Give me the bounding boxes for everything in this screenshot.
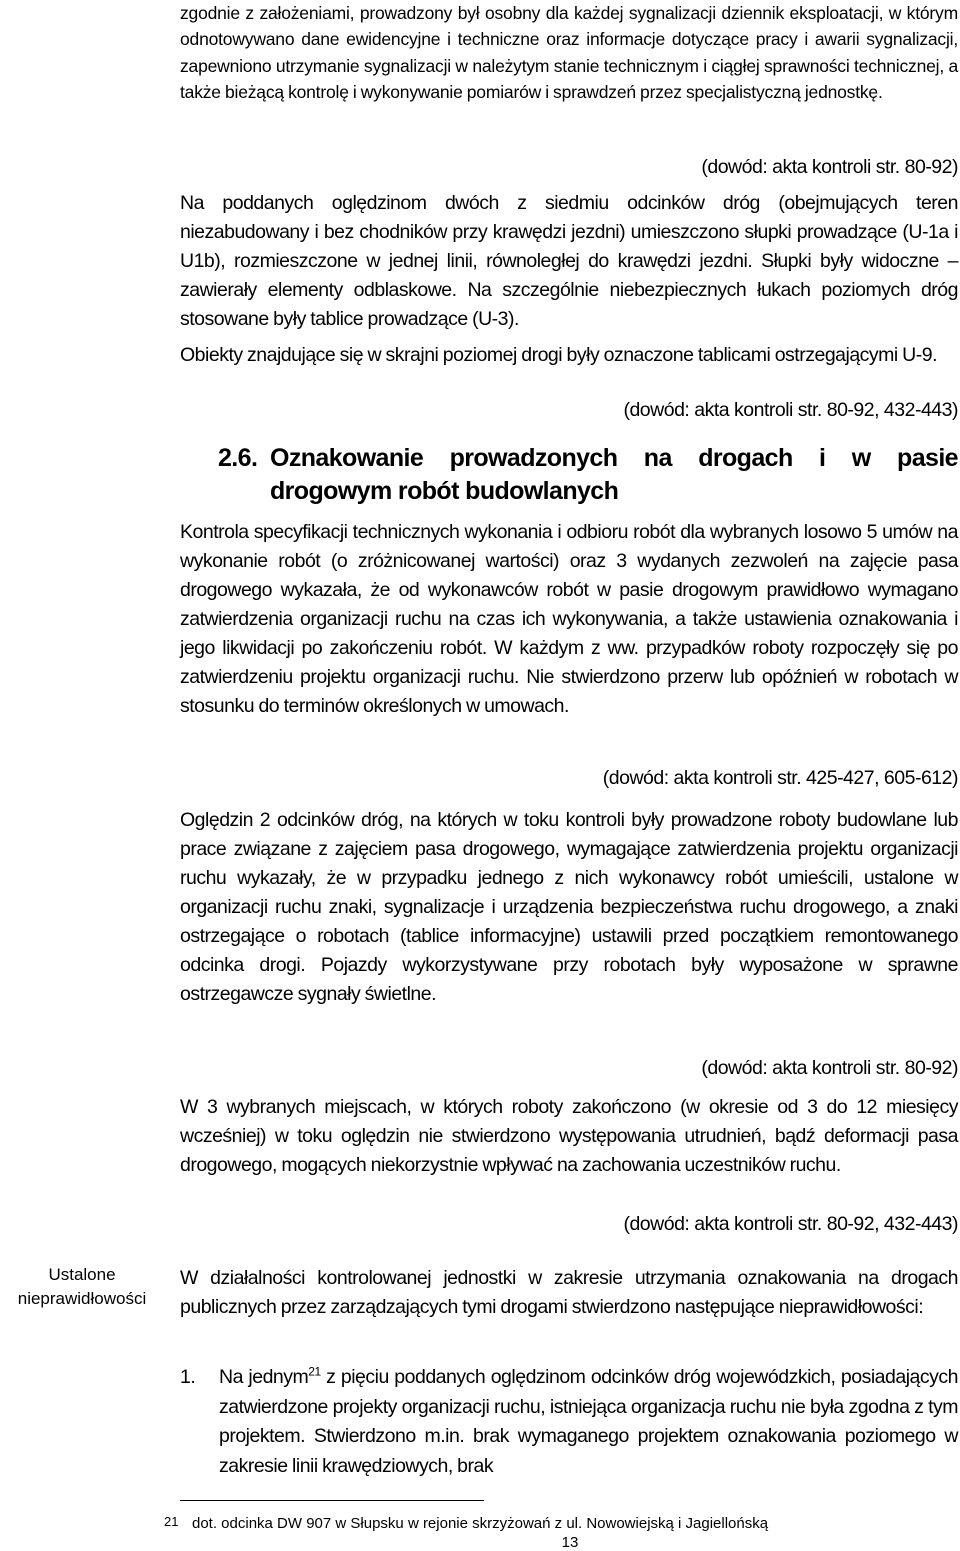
paragraph-nieprawidlowosci: W działalności kontrolowanej jednostki w zakresie utrzymania oznakowania na drogach publicznych przez zarządzających tymi drogami stwierdzono następujące nieprawidłowości: [180, 1267, 958, 1318]
margin-label: Ustalone nieprawidłowości [17, 1265, 147, 1308]
footnote-reference[interactable]: 21 [308, 1364, 321, 1379]
paragraph-miejsca: W 3 wybranych miejscach, w których roboty zakończono (w okresie od 3 do 12 miesięcy wcześniej) w toku oględzin nie stwierdzono występowania utrudnień, bądź deformacji pasa drogowego, mogących niekorzystnie wpływać na zachowania uczestników ruchu. [180, 1096, 958, 1176]
footnote-number: 21 [164, 1514, 179, 1529]
paragraph-slupki: Na poddanych oględzinom dwóch z siedmiu odcinków dróg (obejmujących teren niezabudowany i bez chodników przy krawędzi jezdni) umieszczono słupki prowadzące (U-1a i U1b), rozmieszczone w jednej linii, równoległej do krawędzi jezdni. Słupki były widoczne – zawierały elementy odblaskowe. Na szczególnie niebezpiecznych łukach poziomych dróg stosowane były tablice prowadzące (U-3). [180, 192, 958, 330]
paragraph-ogledzin: Oględzin 2 odcinków dróg, na których w toku kontroli były prowadzone roboty budowlane lub prace związane z zajęciem pasa drogowego, wymagające zatwierdzenia projektu organizacji ruchu wykazały, że w przypadku jednego z nich wykonawcy robót umieścili, ustalone w organizacji ruchu znaki, sygnalizacje i urządzenia bezpieczeństwa ruchu drogowego, a znaki ostrzegające o robotach (tablice informacyjne) ustawili przed początkiem remontowanego odcinka drogi. Pojazdy wykorzystywane przy robotach były wyposażone w sprawne ostrzegawcze sygnały świetlne. [180, 809, 958, 1005]
list-item-text [219, 1363, 958, 1481]
page-number: 13 [561, 1534, 579, 1551]
footnote-separator [180, 1500, 484, 1501]
evidence-reference: (dowód: akta kontroli str. 80-92, 432-443) [623, 399, 958, 421]
paragraph-obiekty: Obiekty znajdujące się w skrajni poziomej drogi były oznaczone tablicami ostrzegającymi U-9. [180, 344, 938, 366]
evidence-reference: (dowód: akta kontroli str. 80-92) [701, 156, 958, 178]
section-number: 2.6. [218, 444, 258, 472]
footnote-text: dot. odcinka DW 907 w Słupsku w rejonie skrzyżowań z ul. Nowowiejską i Jagiellońską [192, 1515, 769, 1532]
list-item-text-start: Na jednym [219, 1366, 309, 1388]
evidence-reference: (dowód: akta kontroli str. 425-427, 605-612) [602, 767, 958, 789]
evidence-reference: (dowód: akta kontroli str. 80-92) [701, 1057, 958, 1079]
section-title: Oznakowanie prowadzonych na drogach i w pasie drogowym robót budowlanych [270, 444, 958, 505]
paragraph-intro: zgodnie z założeniami, prowadzony był osobny dla każdej sygnalizacji dziennik eksploatacji, w którym odnotowywano dane ewidencyjne i techniczne oraz informacje dotyczące pracy i awarii sygnalizacji, zapewniono utrzymanie sygnalizacji w należytym stanie technicznym i ciągłej sprawności technicznej, a także bieżącą kontrolę i wykonywanie pomiarów i sprawdzeń przez specjalistyczną jednostkę. [180, 3, 958, 103]
footnote [164, 1512, 954, 1534]
list-item-number: 1. [180, 1366, 196, 1388]
section-heading [218, 442, 958, 508]
paragraph-kontrola: Kontrola specyfikacji technicznych wykonania i odbioru robót dla wybranych losowo 5 umów na wykonanie robót (o zróżnicowanej wartości) oraz 3 wydanych zezwoleń na zajęcie pasa drogowego wykazała, że od wykonawców robót w pasie drogowym prawidłowo wymagano zatwierdzenia organizacji ruchu na czas ich wykonywania, a także ustawienia oznakowania i jego likwidacji po zakończeniu robót. W każdym z ww. przypadków roboty rozpoczęły się po zatwierdzeniu projektu organizacji ruchu. Nie stwierdzono przerw lub opóźnień w robotach w stosunku do terminów określonych w umowach. [180, 521, 958, 717]
evidence-reference: (dowód: akta kontroli str. 80-92, 432-443) [623, 1213, 958, 1235]
list-item-text-end: z pięciu poddanych oględzinom odcinków dróg wojewódzkich, posiadających zatwierdzone projekty organizacji ruchu, istniejąca organizacja ruchu nie była zgodna z tym projektem. Stwierdzono m.in. brak wymaganego projektem oznakowania poziomego w zakresie linii krawędziowych, brak [219, 1366, 958, 1477]
